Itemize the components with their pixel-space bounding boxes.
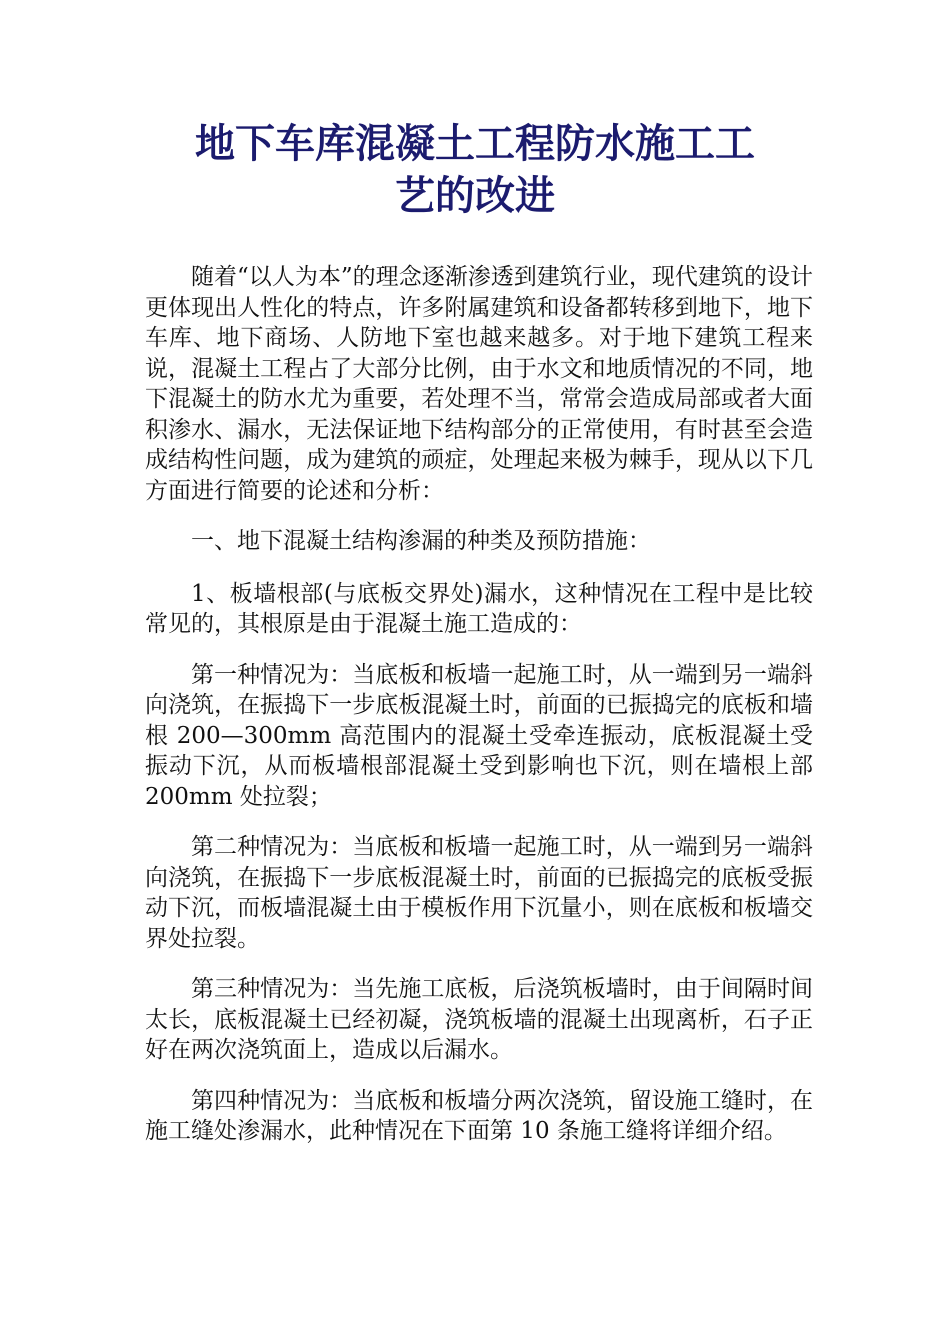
document-title <box>140 118 810 222</box>
case-paragraph-3: 第三种情况为：当先施工底板，后浇筑板墙时，由于间隔时间太长，底板混凝土已经初凝，浇筑板墙的混凝土出现离析，石子正好在两次浇筑面上，造成以后漏水。 <box>145 976 813 1063</box>
title-line-1: 地下车库混凝土工程防水施工工 <box>195 120 755 167</box>
section-heading-1: 一、地下混凝土结构渗漏的种类及预防措施： <box>191 528 651 554</box>
document-body <box>145 262 813 1167</box>
intro-paragraph: 随着“以人为本”的理念逐渐渗透到建筑行业，现代建筑的设计更体现出人性化的特点，许多附属建筑和设备都转移到地下，地下车库、地下商场、人防地下室也越来越多。对于地下建筑工程来说，混凝土工程占了大部分比例，由于水文和地质情况的不同，地下混凝土的防水尤为重要，若处理不当，常常会造成局部或者大面积渗水、漏水，无法保证地下结构部分的正常使用，有时甚至会造成结构性问题，成为建筑的顽症，处理起来极为棘手，现从以下几方面进行简要的论述和分析： <box>145 264 813 504</box>
case-paragraph-2: 第二种情况为：当底板和板墙一起施工时，从一端到另一端斜向浇筑，在振捣下一步底板混凝土时，前面的已振捣完的底板受振动下沉，而板墙混凝土由于模板作用下沉量小，则在底板和板墙交界处拉裂。 <box>145 834 813 952</box>
case-paragraph-1: 第一种情况为：当底板和板墙一起施工时，从一端到另一端斜向浇筑，在振捣下一步底板混凝土时，前面的已振捣完的底板和墙根 200—300mm 高范围内的混凝土受牵连振动，底板混凝土受振动下沉，从而板墙根部混凝土受到影响也下沉，则在墙根上部 200mm 处拉裂； <box>145 661 813 810</box>
case-paragraph-4: 第四种情况为：当底板和板墙分两次浇筑，留设施工缝时，在施工缝处渗漏水，此种情况在下面第 10 条施工缝将详细介绍。 <box>145 1087 813 1144</box>
title-line-2: 艺的改进 <box>395 172 555 219</box>
item-paragraph-1: 1、板墙根部(与底板交界处)漏水，这种情况在工程中是比较常见的，其根原是由于混凝土施工造成的： <box>145 580 813 637</box>
